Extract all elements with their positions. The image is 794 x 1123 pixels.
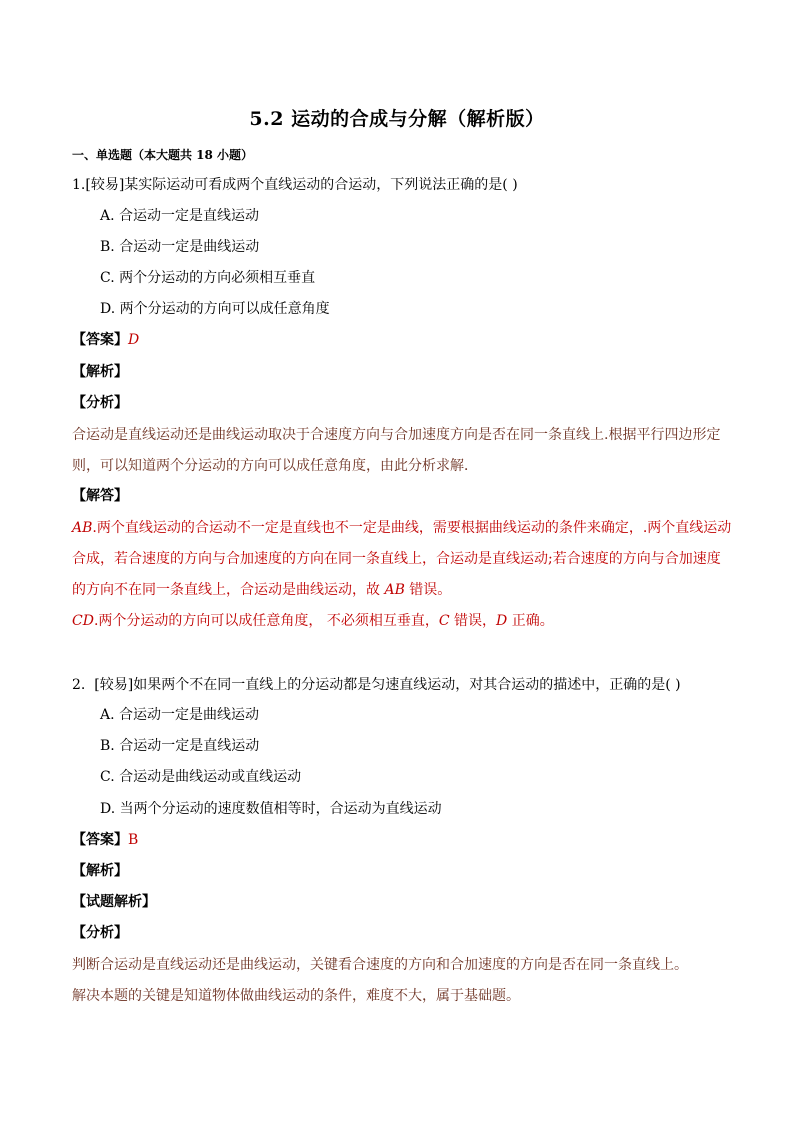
jieda-text: .两个分运动的方向可以成任意角度， 不必须相互垂直， xyxy=(93,613,439,629)
answer-value: D xyxy=(128,332,140,348)
option-d: D. 两个分运动的方向可以成任意角度 xyxy=(100,301,330,317)
jieda-paragraph-1 xyxy=(72,513,732,606)
question-1-stem xyxy=(72,175,518,195)
question-text: 如果两个不在同一直线上的分运动都是匀速直线运动，对其合运动的描述中，正确的是( ) xyxy=(133,677,681,693)
option-a: A. 合运动一定是直线运动 xyxy=(100,208,260,224)
jieda-text: 错误。 xyxy=(404,582,452,598)
question-text: 某实际运动可看成两个直线运动的合运动，下列说法正确的是( ) xyxy=(124,177,518,193)
option-d: D. 当两个分运动的速度数值相等时，合运动为直线运动 xyxy=(100,801,442,817)
answer-line xyxy=(72,830,138,850)
answer-label: 【答案】 xyxy=(72,832,128,848)
fenxi-line-1: 判断合运动是直线运动还是曲线运动，关键看合速度的方向和合加速度的方向是否在同一条直线上。 xyxy=(72,957,688,973)
jieda-text: .两个直线运动的合运动不一定是直线也不一定是曲线，需要根据曲线运动的条件来确定，.两个直线运动合成，若合速度的方向与合加速度的方向在同一条直线上，合运动是直线运动;若合速度的方向与合加速度的方向不在同一条直线上，合运动是曲线运动，故 xyxy=(72,520,732,598)
option-a: A. 合运动一定是曲线运动 xyxy=(100,707,260,723)
question-number: 1. xyxy=(72,177,86,193)
option-b: B. 合运动一定是直线运动 xyxy=(100,738,260,754)
question-2-stem xyxy=(72,675,681,695)
option-ref: AB xyxy=(72,520,93,536)
shiti-jiexi-label: 【试题解析】 xyxy=(72,894,156,910)
answer-value: B xyxy=(128,832,139,848)
option-ref: AB xyxy=(384,582,405,598)
fenxi-line-2: 解决本题的关键是知道物体做曲线运动的条件，难度不大，属于基础题。 xyxy=(72,988,520,1004)
option-b: B. 合运动一定是曲线运动 xyxy=(100,239,260,255)
section-heading: 一、单选题（本大题共 18 小题） xyxy=(72,148,254,162)
answer-line xyxy=(72,330,139,350)
option-ref: D xyxy=(496,613,508,629)
question-number: 2. xyxy=(72,677,86,693)
jieda-text: 正确。 xyxy=(507,613,554,629)
jieda-paragraph-2 xyxy=(72,606,732,637)
document-title: 5.2 运动的合成与分解（解析版） xyxy=(249,108,545,130)
jieda-text: 错误， xyxy=(449,613,497,629)
jiexi-label: 【解析】 xyxy=(72,863,128,879)
option-c: C. 两个分运动的方向必须相互垂直 xyxy=(100,270,316,286)
difficulty-tag: [较易] xyxy=(85,177,125,193)
option-c: C. 合运动是曲线运动或直线运动 xyxy=(100,769,302,785)
fenxi-label: 【分析】 xyxy=(72,395,128,411)
fenxi-label: 【分析】 xyxy=(72,925,128,941)
option-ref: C xyxy=(438,613,450,629)
fenxi-text: 合运动是直线运动还是曲线运动取决于合速度方向与合加速度方向是否在同一条直线上.根据平行四边形定则，可以知道两个分运动的方向可以成任意角度，由此分析求解． xyxy=(72,427,721,474)
option-ref: CD xyxy=(72,613,94,629)
answer-label: 【答案】 xyxy=(72,332,128,348)
difficulty-tag: [较易] xyxy=(94,677,134,693)
jieda-label: 【解答】 xyxy=(72,488,128,504)
jiexi-label: 【解析】 xyxy=(72,364,128,380)
